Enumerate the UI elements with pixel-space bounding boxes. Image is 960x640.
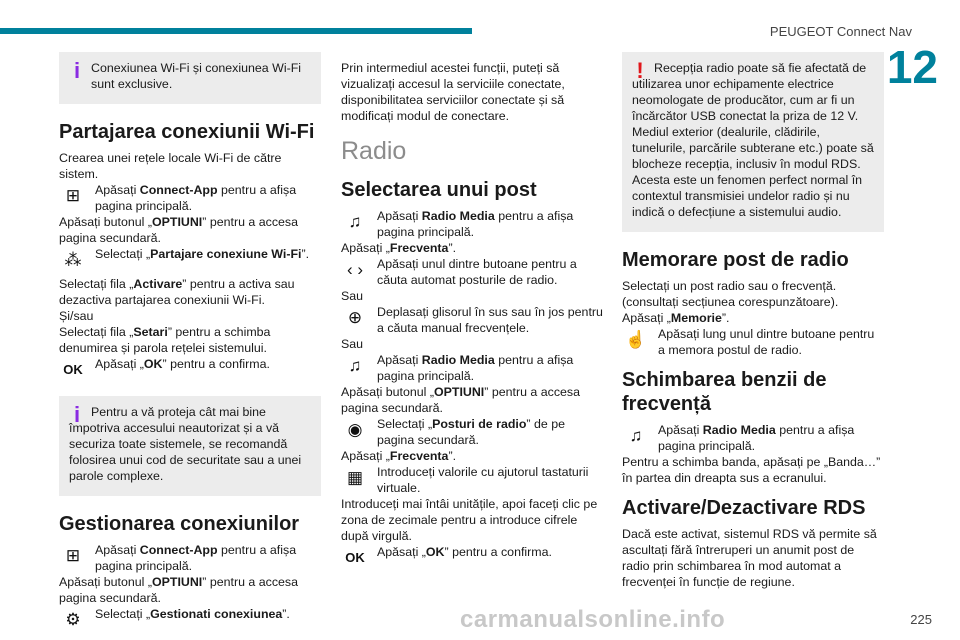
column-3 bbox=[622, 52, 884, 590]
paragraph: Apăsați butonul „OPTIUNI” pentru a accesa pagina secundară. bbox=[59, 575, 299, 605]
paragraph: Apăsați butonul „OPTIUNI” pentru a accesa pagina secundară. bbox=[341, 385, 581, 415]
step: ♫ Apăsați Radio Media pentru a afișa pagina principală. bbox=[622, 422, 884, 454]
step: ⊞ Apăsați Connect-App pentru a afișa pagina principală. bbox=[59, 182, 321, 214]
info-text: Conexiunea Wi-Fi și conexiunea Wi-Fi sunt exclusive. bbox=[91, 61, 302, 91]
paragraph: Pentru a schimba banda, apăsați pe „Banda…” în partea din dreapta sus a ecranului. bbox=[622, 455, 881, 485]
info-icon: i bbox=[73, 402, 81, 427]
warning-icon: ! bbox=[636, 58, 644, 83]
paragraph: Selectați fila „Setari” pentru a schimba denumirea și parola rețelei sistemului. bbox=[59, 325, 271, 355]
paragraph: Apăsați butonul „OPTIUNI” pentru a accesa pagina secundară. bbox=[59, 215, 299, 245]
step: ♫ Apăsați Radio Media pentru a afișa pagina principală. bbox=[341, 352, 603, 384]
step: ☝ Apăsați lung unul dintre butoane pentru a memora postul de radio. bbox=[625, 327, 875, 357]
step: ⚙ Selectați „Gestionati conexiunea”. bbox=[59, 606, 321, 636]
chevrons-icon: ‹ › bbox=[346, 260, 364, 279]
apps-grid-icon: ⊞ bbox=[65, 546, 81, 565]
step: ‹ › Apăsați unul dintre butoane pentru a căuta automat posturile de radio. bbox=[341, 256, 603, 288]
heading-select-station: Selectarea unui post bbox=[341, 179, 537, 201]
header-accent-bar bbox=[0, 28, 472, 34]
paragraph: Selectați un post radio sau o frecvență. (consultați secțiunea corespunzătoare). bbox=[622, 279, 839, 309]
step: ⊕ Deplasați glisorul în sus sau în jos pentru a căuta manual frecvențele. bbox=[341, 304, 603, 336]
keyboard-icon: ▦ bbox=[346, 468, 364, 487]
music-note-icon: ♫ bbox=[348, 212, 362, 231]
step: ⁂ Selectați „Partajare conexiune Wi-Fi”. bbox=[59, 246, 321, 276]
page-number: 225 bbox=[910, 612, 932, 627]
paragraph: Și/sau bbox=[59, 309, 94, 323]
paragraph: Crearea unei rețele locale Wi-Fi de către sistem. bbox=[59, 151, 282, 181]
wifi-share-icon: ⁂ bbox=[64, 250, 82, 269]
music-note-icon: ♫ bbox=[629, 426, 643, 445]
step: OK Apăsați „OK” pentru a confirma. bbox=[59, 356, 321, 386]
heading-radio: Radio bbox=[341, 137, 407, 165]
info-box bbox=[59, 396, 321, 496]
apps-grid-icon: ⊞ bbox=[65, 186, 81, 205]
music-note-icon: ♫ bbox=[348, 356, 362, 375]
gear-icon: ⚙ bbox=[65, 610, 81, 629]
frequency-slider-icon: ⊕ bbox=[347, 308, 363, 327]
paragraph: Introduceți mai întâi unitățile, apoi faceți clic pe zona de zecimale pentru a introduce cifrele după virgulă. bbox=[341, 497, 598, 543]
column-1 bbox=[59, 52, 321, 636]
heading-rds: Activare/Dezactivare RDS bbox=[622, 497, 866, 519]
paragraph: Apăsați „Memorie”. bbox=[622, 311, 730, 325]
heading-change-band: Schimbarea benzii de frecvență bbox=[622, 369, 827, 415]
paragraph: Selectați fila „Activare” pentru a activa sau dezactiva partajarea conexiunii Wi-Fi. bbox=[59, 277, 295, 307]
info-icon: i bbox=[73, 58, 81, 83]
ok-icon: OK bbox=[345, 550, 365, 565]
step: OK Apăsați „OK” pentru a confirma. bbox=[341, 544, 603, 574]
heading-store-station: Memorare post de radio bbox=[622, 249, 849, 271]
warning-text: Recepția radio poate să fie afectată de utilizarea unor echipamente electrice neomologate de producător, cum ar fi un încărcător USB conectat la priza de 12 V. Mediul exterior (dealurile, clădirile, tunelurile, parcările subterane etc.) poate să blocheze recepția, inclusiv în modul RDS. Acesta este un fenomen perfect normal în contextul transmisiei undelor radio și nu indică o defecțiune a sistemului audio. bbox=[632, 61, 874, 219]
info-box bbox=[59, 52, 321, 104]
step: ⊞ Apăsați Connect-App pentru a afișa pagina principală. bbox=[59, 542, 321, 574]
column-2 bbox=[341, 52, 603, 574]
header-title: PEUGEOT Connect Nav bbox=[769, 24, 912, 39]
heading-manage-connections: Gestionarea conexiunilor bbox=[59, 513, 300, 535]
info-text: Pentru a vă proteja cât mai bine împotriva accesului neautorizat și a vă securiza toate sistemele, se recomandă folosirea unui cod de securitate sau a unei parole complexe. bbox=[69, 405, 302, 483]
step: ◉ Selectați „Posturi de radio” de pe pagina secundară. bbox=[341, 416, 603, 448]
radio-stations-icon: ◉ bbox=[347, 420, 363, 439]
heading-share-wifi: Partajarea conexiunii Wi-Fi bbox=[59, 121, 315, 143]
paragraph: Dacă este activat, sistemul RDS vă permite să ascultați fără întreruperi un anumit post de radio prin schimbarea în mod automat a frecvenței în funcție de regiune. bbox=[622, 527, 877, 589]
paragraph: Prin intermediul acestei funcții, puteți să vizualizați accesul la serviciile conectate, disponibilitatea serviciilor conectate și să modificați modul de conectare. bbox=[341, 61, 565, 123]
paragraph: Apăsați „Frecventa”. bbox=[341, 449, 457, 463]
paragraph: Sau bbox=[341, 289, 364, 303]
ok-icon: OK bbox=[63, 362, 83, 377]
memory-hand-icon: ☝ bbox=[625, 330, 647, 349]
paragraph: Sau bbox=[341, 337, 364, 351]
watermark: carmanualsonline.info bbox=[460, 606, 726, 633]
step: ▦ Introduceți valorile cu ajutorul tastaturii virtuale. bbox=[341, 464, 603, 496]
warning-box bbox=[622, 52, 884, 232]
step: ♫ Apăsați Radio Media pentru a afișa pagina principală. bbox=[341, 208, 603, 240]
paragraph: Apăsați „Frecventa”. bbox=[341, 241, 457, 255]
chapter-number: 12 bbox=[886, 41, 938, 93]
